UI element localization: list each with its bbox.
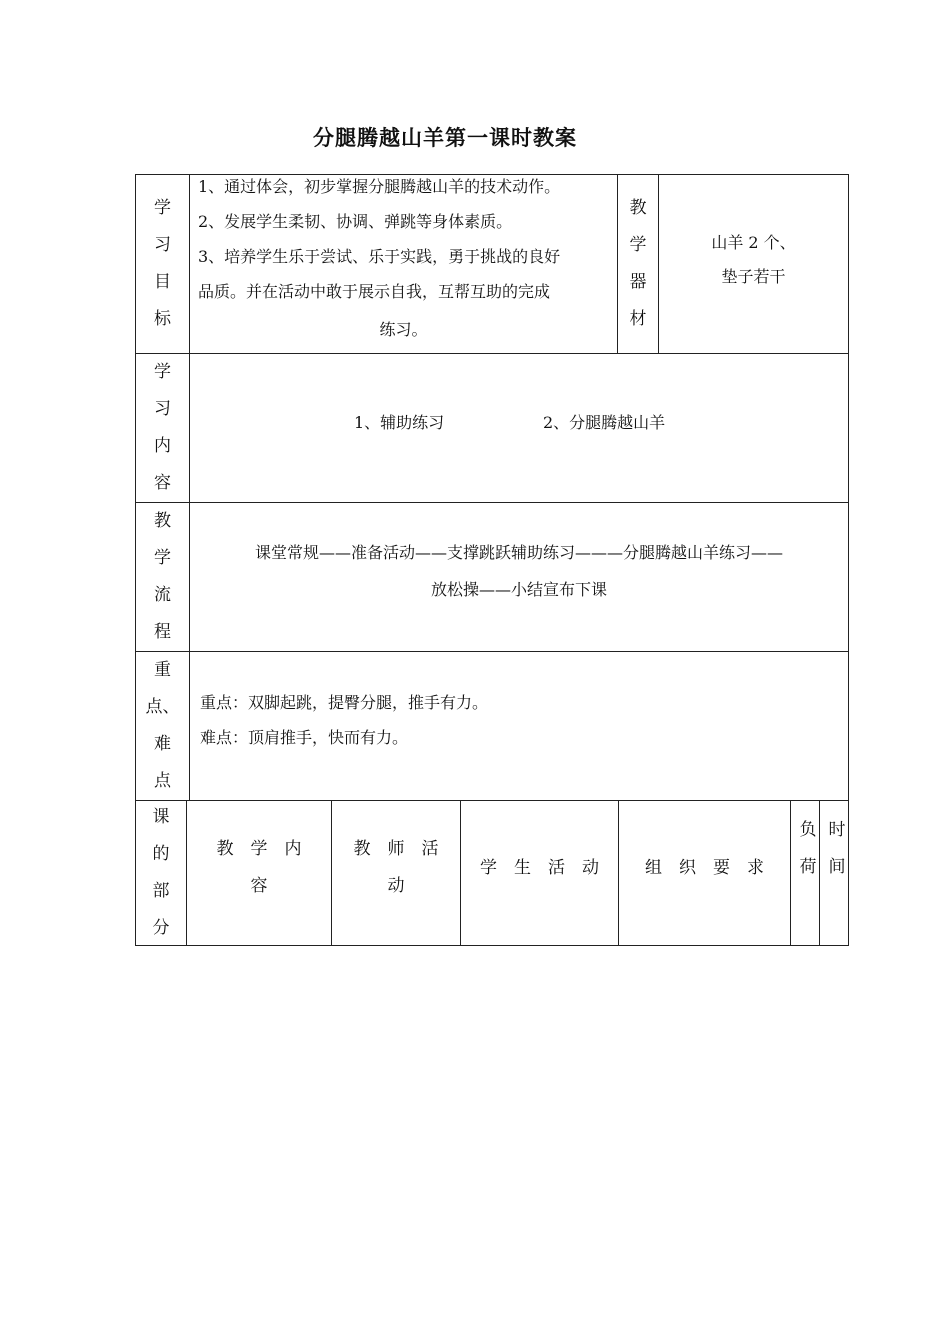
part-header-char: 分: [152, 918, 170, 938]
content-item-2: 2、分腿腾越山羊: [543, 413, 666, 432]
objective-line-5: 练习。: [379, 320, 428, 339]
objective-line-1: 1、通过体会，初步掌握分腿腾越山羊的技术动作。: [198, 177, 561, 196]
teach-content-header-line-2: 容: [250, 876, 268, 896]
time-header-char: 时: [828, 820, 846, 840]
content-label-char: 学: [154, 362, 171, 382]
teacher-activity-header-line-2: 动: [387, 876, 405, 896]
keypoints-label-char: 点: [154, 771, 171, 791]
objectives-label-char: 目: [154, 272, 171, 292]
equipment-label-char: 教: [629, 198, 647, 218]
teacher-activity-header-line-1: 教 师 活: [353, 839, 439, 859]
time-header-char: 间: [828, 857, 846, 877]
load-header-char: 荷: [799, 857, 817, 877]
equipment-line-2: 垫子若干: [721, 267, 786, 286]
keypoints-label: [135, 651, 190, 801]
flow-line-2: 放松操——小结宣布下课: [430, 580, 607, 599]
key-point-text: 重点：双脚起跳，提臀分腿，推手有力。: [200, 693, 489, 712]
part-header-char: 的: [152, 844, 170, 864]
objectives-label-char: 习: [154, 235, 171, 255]
content-label-char: 容: [154, 473, 171, 493]
keypoints-label-char: 点、: [145, 697, 180, 717]
equipment-label-char: 器: [629, 272, 647, 292]
student-activity-header: 学 生 活 动: [480, 858, 599, 878]
equipment-label-char: 材: [629, 309, 647, 329]
equipment-label: [617, 174, 659, 354]
time-header-label: [819, 812, 855, 886]
difficulty-text: 难点：顶肩推手，快而有力。: [200, 728, 409, 747]
load-header-char: 负: [799, 820, 817, 840]
content-label-char: 习: [154, 399, 171, 419]
teach-content-header-line-1: 教 学 内: [216, 839, 302, 859]
flow-label-char: 程: [154, 622, 171, 642]
objective-line-4: 品质。并在活动中敢于展示自我，互帮互助的完成: [198, 282, 551, 301]
equipment-line-1: 山羊 2 个、: [711, 233, 796, 252]
part-header-char: 课: [152, 807, 170, 827]
flow-label-char: 学: [154, 548, 171, 568]
objectives-label-char: 标: [154, 309, 171, 329]
objective-line-2: 2、发展学生柔韧、协调、弹跳等身体素质。: [198, 212, 513, 231]
organization-header: 组 织 要 求: [645, 858, 764, 878]
content-label: [135, 353, 190, 503]
flow-label: [135, 502, 190, 652]
flow-label-char: 教: [154, 511, 171, 531]
content-label-char: 内: [154, 436, 171, 456]
content-item-1: 1、辅助练习: [354, 413, 445, 432]
part-header-char: 部: [152, 881, 170, 901]
content-cell: [189, 353, 849, 503]
keypoints-label-char: 重: [154, 660, 171, 680]
objectives-label-char: 学: [154, 198, 171, 218]
objectives-label: [135, 174, 190, 354]
part-header-label: [135, 800, 187, 946]
flow-line-1: 课堂常规——准备活动——支撑跳跃辅助练习———分腿腾越山羊练习——: [254, 543, 783, 562]
keypoints-label-char: 难: [154, 734, 171, 754]
equipment-label-char: 学: [629, 235, 647, 255]
objective-line-3: 3、培养学生乐于尝试、乐于实践，勇于挑战的良好: [198, 247, 561, 266]
flow-label-char: 流: [154, 585, 171, 605]
page-title: 分腿腾越山羊第一课时教案: [313, 125, 577, 150]
